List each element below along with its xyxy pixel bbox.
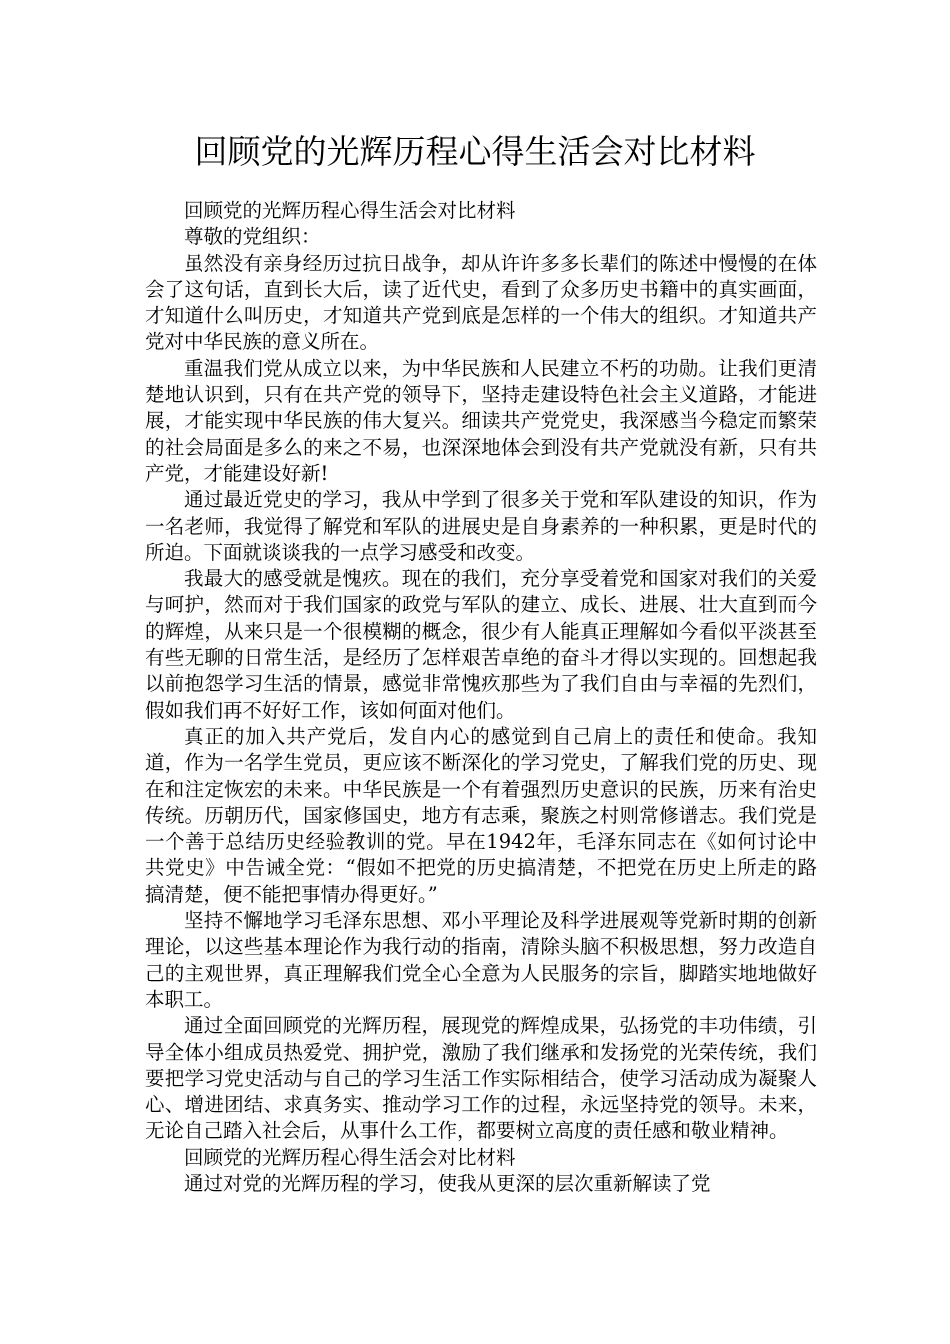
paragraph: 通过最近党史的学习，我从中学到了很多关于党和军队建设的知识，作为一名老师，我觉得了解党和军队的进展史是自身素养的一种积累，更是时代的所迫。下面就谈谈我的一点学习感受和改变。 [145, 488, 817, 564]
paragraph: 虽然没有亲身经历过抗日战争，却从许许多多长辈们的陈述中慢慢的在体会了这句话，直到长大后，读了近代史，看到了众多历史书籍中的真实画面，才知道什么叫历史，才知道共产党到底是怎样的一个伟大的组织。才知道共产党对中华民族的意义所在。 [145, 251, 817, 354]
paragraph-subtitle: 回顾党的光辉历程心得生活会对比材料 [184, 199, 516, 222]
paragraph-salutation: 尊敬的党组织： [184, 225, 321, 249]
paragraph: 通过对党的光辉历程的学习，使我从更深的层次重新解读了党 [184, 1171, 711, 1195]
paragraph: 真正的加入共产党后，发自内心的感觉到自己肩上的责任和使命。我知道，作为一名学生党员，更应该不断深化的学习党史，了解我们党的历史、现在和注定恢宏的未来。中华民族是一个有着强烈历史意识的民族，历来有治史传统。历朝历代，国家修国史，地方有志乘，聚族之村则常修谱志。我们党是一个善于总结历史经验教训的党。早在1942年，毛泽东同志在《如何讨论中共党史》中告诫全党：“假如不把党的历史搞清楚，不把党在历史上所走的路搞清楚，便不能把事情办得更好。” [145, 724, 817, 906]
paragraph: 通过全面回顾党的光辉历程，展现党的辉煌成果，弘扬党的丰功伟绩，引导全体小组成员热爱党、拥护党，激励了我们继承和发扬党的光荣传统，我们要把学习党史活动与自己的学习生活工作实际相结合，使学习活动成为凝聚人心、增进团结、求真务实、推动学习工作的过程，永远坚持党的领导。未来，无论自己踏入社会后，从事什么工作，都要树立高度的责任感和敬业精神。 [145, 1014, 817, 1143]
document-title: 回顾党的光辉历程心得生活会对比材料 [194, 132, 756, 171]
paragraph: 坚持不懈地学习毛泽东思想、邓小平理论及科学进展观等党新时期的创新理论，以这些基本理论作为我行动的指南，清除头脑不积极思想，努力改造自己的主观世界，真正理解我们党全心全意为人民服务的宗旨，脚踏实地地做好本职工。 [145, 909, 817, 1011]
paragraph: 重温我们党从成立以来，为中华民族和人民建立不朽的功勋。让我们更清楚地认识到，只有在共产党的领导下，坚持走建设特色社会主义道路，才能进展，才能实现中华民族的伟大复兴。细读共产党党史，我深感当今稳定而繁荣的社会局面是多么的来之不易，也深深地体会到没有共产党就没有新，只有共产党，才能建设好新! [145, 356, 817, 485]
document-body [145, 198, 817, 1197]
paragraph: 我最大的感受就是愧疚。现在的我们，充分享受着党和国家对我们的关爱与呵护，然而对于我们国家的政党与军队的建立、成长、进展、壮大直到而今的辉煌，从来只是一个很模糊的概念，很少有人能真正理解如今看似平淡甚至有些无聊的日常生活，是经历了怎样艰苦卓绝的奋斗才得以实现的。回想起我以前抱怨学习生活的情景，感觉非常愧疚那些为了我们自由与幸福的先烈们，假如我们再不好好工作，该如何面对他们。 [145, 567, 817, 722]
paragraph-subheading: 回顾党的光辉历程心得生活会对比材料 [184, 1145, 516, 1169]
